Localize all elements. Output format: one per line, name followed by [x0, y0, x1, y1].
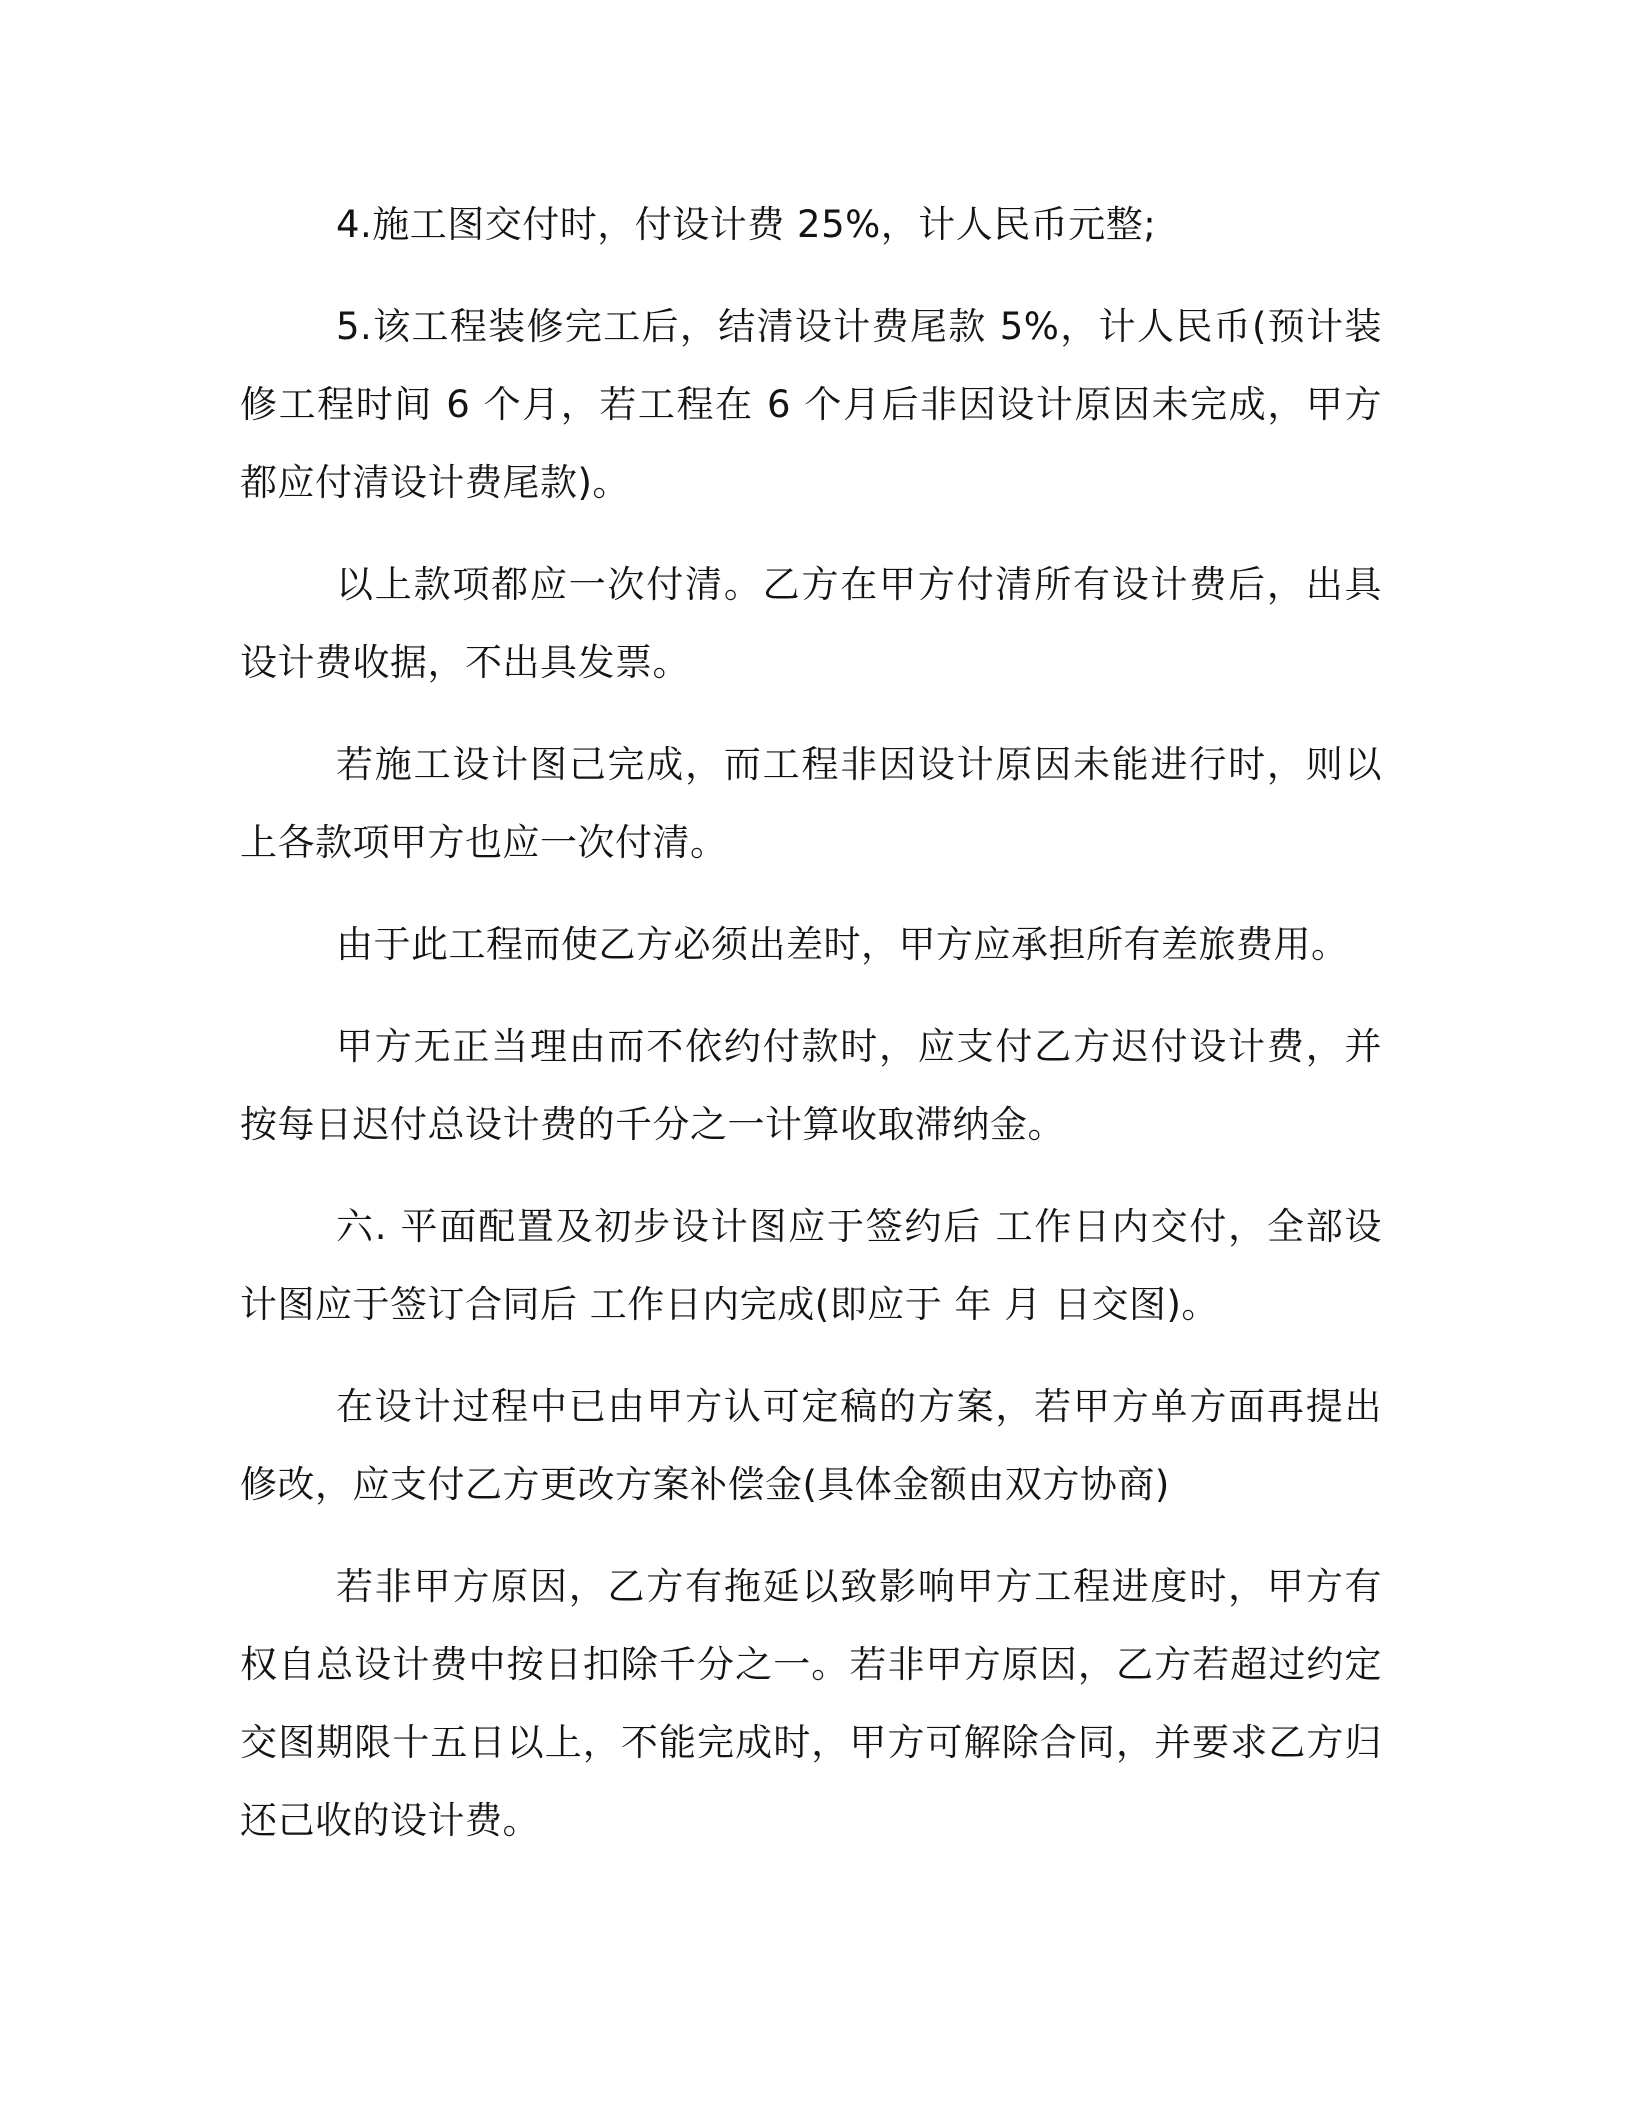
- paragraph-one-time-payment: 以上款项都应一次付清。乙方在甲方付清所有设计费后，出具设计费收据，不出具发票。: [240, 563, 1382, 684]
- paragraph-construction-delay: 若施工设计图己完成，而工程非因设计原因未能进行时，则以上各款项甲方也应一次付清。: [240, 743, 1382, 864]
- paragraph-travel-expenses: 由于此工程而使乙方必须出差时，甲方应承担所有差旅费用。: [336, 923, 1349, 966]
- paragraph-late-payment: 甲方无正当理由而不依约付款时，应支付乙方迟付设计费，并按每日迟付总设计费的千分之一计算收取滞纳金。: [240, 1025, 1382, 1146]
- paragraph-payment-5: 5.该工程装修完工后，结清设计费尾款 5%，计人民币(预计装修工程时间 6 个月，若工程在 6 个月后非因设计原因未完成，甲方都应付清设计费尾款)。: [240, 305, 1382, 504]
- paragraph-modification-compensation: 在设计过程中已由甲方认可定稿的方案，若甲方单方面再提出修改，应支付乙方更改方案补偿金(具体金额由双方协商): [240, 1385, 1382, 1506]
- paragraph-section-six: 六. 平面配置及初步设计图应于签约后 工作日内交付，全部设计图应于签订合同后 工作日内完成(即应于 年 月 日交图)。: [240, 1205, 1382, 1326]
- paragraph-delay-penalty: 若非甲方原因，乙方有拖延以致影响甲方工程进度时，甲方有权自总设计费中按日扣除千分之一。若非甲方原因，乙方若超过约定交图期限十五日以上，不能完成时，甲方可解除合同，并要求乙方归还己收的设计费。: [240, 1565, 1382, 1842]
- paragraph-payment-4: 4.施工图交付时，付设计费 25%，计人民币元整;: [336, 203, 1157, 246]
- document-body: [240, 186, 1382, 1884]
